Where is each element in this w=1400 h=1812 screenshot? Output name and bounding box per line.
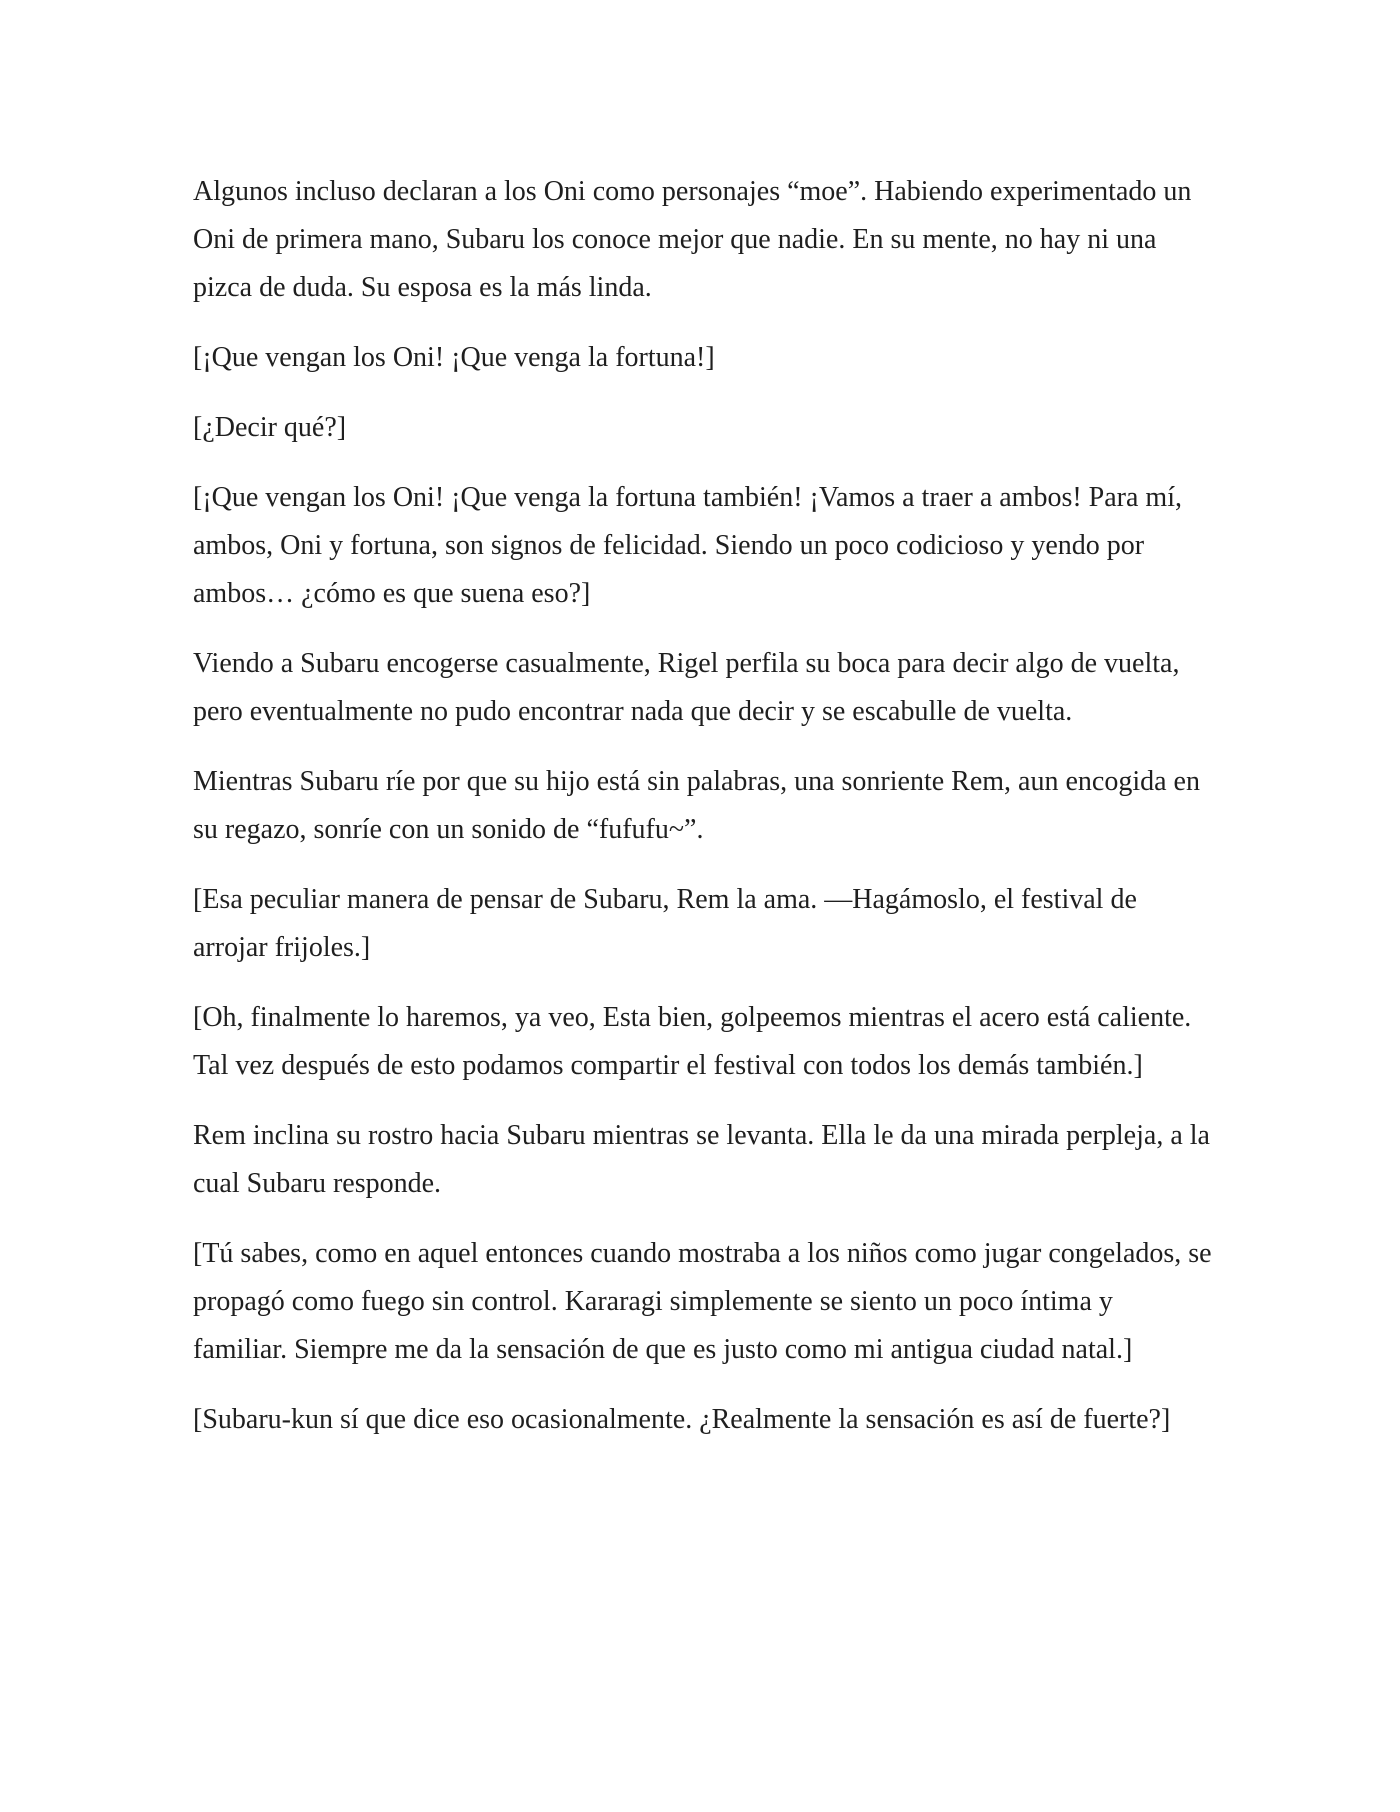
paragraph-6: Mientras Subaru ríe por que su hijo está sin palabras, una sonriente Rem, aun encogida en su regazo, sonríe con un sonido de “fufufu~”. xyxy=(193,766,1200,845)
paragraph-7: [Esa peculiar manera de pensar de Subaru, Rem la ama. —Hagámoslo, el festival de arrojar frijoles.] xyxy=(193,884,1137,963)
paragraph-2: [¡Que vengan los Oni! ¡Que venga la fortuna!] xyxy=(193,342,715,373)
paragraph-8: [Oh, finalmente lo haremos, ya veo, Esta bien, golpeemos mientras el acero está caliente. Tal vez después de esto podamos compartir el festival con todos los demás también.] xyxy=(193,1002,1192,1081)
paragraph-11: [Subaru-kun sí que dice eso ocasionalmente. ¿Realmente la sensación es así de fuerte?] xyxy=(193,1404,1171,1435)
paragraph-4: [¡Que vengan los Oni! ¡Que venga la fortuna también! ¡Vamos a traer a ambos! Para mí, ambos, Oni y fortuna, son signos de felicidad. Siendo un poco codicioso y yendo por ambos… ¿cómo es que suena eso?] xyxy=(193,482,1182,609)
paragraph-1: Algunos incluso declaran a los Oni como personajes “moe”. Habiendo experimentado un Oni de primera mano, Subaru los conoce mejor que nadie. En su mente, no hay ni una pizca de duda. Su esposa es la más linda. xyxy=(193,176,1192,303)
paragraph-5: Viendo a Subaru encogerse casualmente, Rigel perfila su boca para decir algo de vuelta, pero eventualmente no pudo encontrar nada que decir y se escabulle de vuelta. xyxy=(193,648,1180,727)
paragraph-3: [¿Decir qué?] xyxy=(193,412,347,443)
paragraph-10: [Tú sabes, como en aquel entonces cuando mostraba a los niños como jugar congelados, se propagó como fuego sin control. Kararagi simplemente se siento un poco íntima y familiar. Siempre me da la sensación de que es justo como mi antigua ciudad natal.] xyxy=(193,1238,1212,1365)
paragraph-9: Rem inclina su rostro hacia Subaru mientras se levanta. Ella le da una mirada perpleja, a la cual Subaru responde. xyxy=(193,1120,1210,1199)
document-body xyxy=(193,168,1213,1466)
